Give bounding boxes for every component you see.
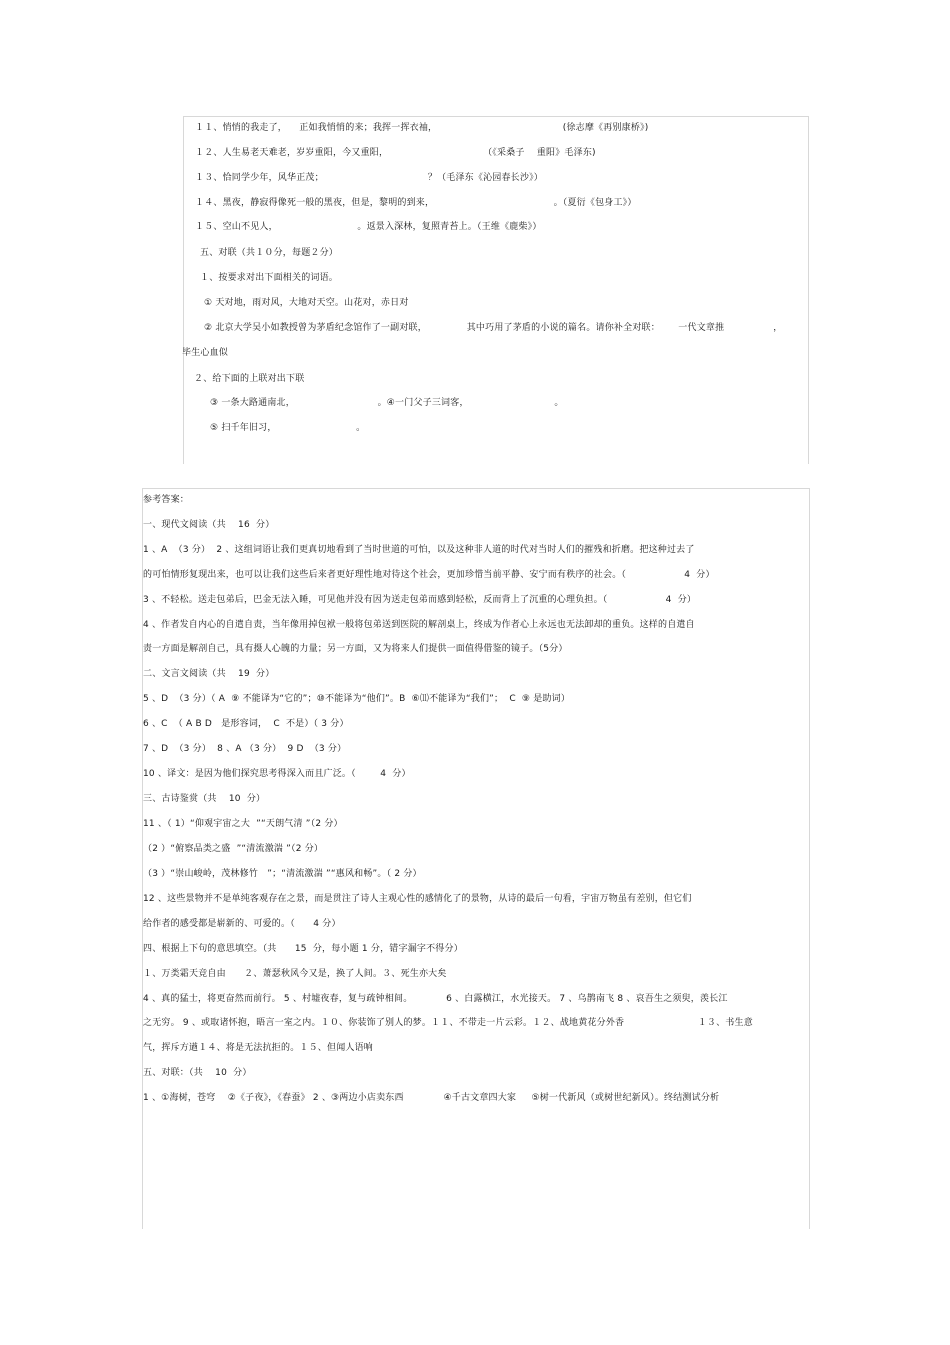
answer-line: （3 ）“崇山峻岭，茂林修竹 ”；“清流激湍 ”“惠风和畅”。（ 2 分）: [143, 869, 422, 879]
answer-line: 的可怕情形复现出来，也可以让我们这些后来者更好理性地对待这个社会，更加珍惜当前平静、安宁而有秩序的社会。（ 4 分）: [143, 570, 715, 580]
answer-line: 1 、A （3 分） 2 、这组词语让我们更真切地看到了当时世道的可怕，以及这种非人道的时代对当时人们的摧残和折磨。把这种过去了: [143, 545, 695, 555]
answer-line: 10 、译文：是因为他们探究思考得深入而且广泛。（ 4 分）: [143, 769, 411, 779]
question-line: １３、恰同学少年，风华正茂； ？（毛泽东《沁园春长沙》）: [195, 173, 543, 183]
answer-line: 五、对联：（共 10 分）: [143, 1068, 252, 1078]
answer-line: 三、古诗鉴赏（共 10 分）: [143, 794, 266, 804]
question-line: ① 天对地，雨对风，大地对天空。山花对，赤日对: [204, 298, 409, 308]
answer-line: 气，挥斥方遒１４、将是无法抗拒的。１５、但闻人语响: [143, 1043, 374, 1053]
question-line: １５、空山不见人， 。返景入深林，复照青苔上。（王维《鹿柴》）: [195, 222, 542, 232]
answer-line: 责一方面是解剖自己，具有摄人心魄的力量；另一方面，又为将来人们提供一面值得借鉴的镜子。（5分）: [143, 644, 568, 654]
answer-line: １、万类霜天竞自由 ２、萧瑟秋风今又是，换了人间。３、死生亦大矣: [143, 969, 447, 979]
question-line: ⑤ 扫千年旧习， 。: [210, 423, 366, 433]
question-line: 毕生心血似: [182, 348, 229, 358]
answer-line: 3 、不轻松。送走包弟后，巴金无法入睡，可见他并没有因为送走包弟而感到轻松，反而背上了沉重的心理负担。（ 4 分）: [143, 595, 697, 605]
answer-line: 4 、真的猛士，将更奋然而前行。 5 、村墟夜春，复与疏钟相间。 6 、白露横江，水光接天。 7 、乌鹊南飞 8 、哀吾生之须臾，羡长江: [143, 994, 728, 1004]
question-line: １４、黑夜，静寂得像死一般的黑夜，但是，黎明的到来， 。（夏衍《包身工》）: [195, 198, 637, 208]
answer-line: （2 ）“俯察品类之盛 ”“清流激湍 ”（2 分）: [143, 844, 324, 854]
question-line: 五、对联（共１０分，每题２分）: [200, 248, 339, 258]
answer-line: 之无穷。 9 、或取诸怀抱，晤言一室之内。１０、你装饰了别人的梦。１１、不带走一片云彩。１２、战地黄花分外香 １３、书生意: [143, 1018, 753, 1028]
answer-line: 给作者的感受都是崭新的、可爱的。（ 4 分）: [143, 919, 341, 929]
question-line: ② 北京大学吴小如教授曾为茅盾纪念馆作了一副对联， 其中巧用了茅盾的小说的篇名。请你补全对联： 一代文章推 ，: [204, 323, 783, 333]
answer-line: 11 、（ 1）“仰观宇宙之大 ”“天朗气清 ”（2 分）: [143, 819, 343, 829]
answer-line: 二、文言文阅读（共 19 分）: [143, 669, 275, 679]
answer-line: 6 、C （ A B D 是形容词， C 不是）（ 3 分）: [143, 719, 349, 729]
top-question-panel: [183, 116, 809, 464]
answer-line: 5 、D （3 分）（ A ⑨ 不能译为“它的”；⑩不能译为“他们”。B ⑥⑾不能译为“我们”； C ⑨ 是助词）: [143, 694, 571, 704]
answer-line: 1 、①海树，苍穹 ②《子夜》，《春蚕》 2 、③两边小店卖东西 ④千古文章四大家 ⑤树一代新风（或树世纪新风）。终结测试分析: [143, 1093, 720, 1103]
question-line: １１、悄悄的我走了， 正如我悄悄的来；我挥一挥衣袖， (徐志摩《再别康桥》): [195, 123, 649, 133]
answer-line: 一、现代文阅读（共 16 分）: [143, 520, 275, 530]
answer-line: 4 、作者发自内心的自遣自责，当年像用掉包袱一般将包弟送到医院的解剖桌上，终成为作者心上永远也无法卸却的重负。这样的自遣自: [143, 620, 695, 630]
question-line: １、按要求对出下面相关的词语。: [200, 273, 339, 283]
answer-line: 四、根据上下句的意思填空。（共 15 分，每小题 1 分，错字漏字不得分）: [143, 944, 463, 954]
answer-line: 12 、这些景物并不是单纯客观存在之景，而是贯注了诗人主观心性的感情化了的景物，从诗的最后一句看，宇宙万物虽有差别，但它们: [143, 894, 692, 904]
question-line: ③ 一条大路通南北， 。④一门父子三词客， 。: [210, 398, 564, 408]
answer-line: 7 、D （3 分） 8 、A （3 分） 9 D （3 分）: [143, 744, 347, 754]
answer-line: 参考答案：: [143, 495, 190, 505]
question-line: １２、人生易老天难老，岁岁重阳，今又重阳， （《采桑子 重阳》毛泽东): [195, 148, 596, 158]
question-line: ２、给下面的上联对出下联: [194, 374, 305, 384]
